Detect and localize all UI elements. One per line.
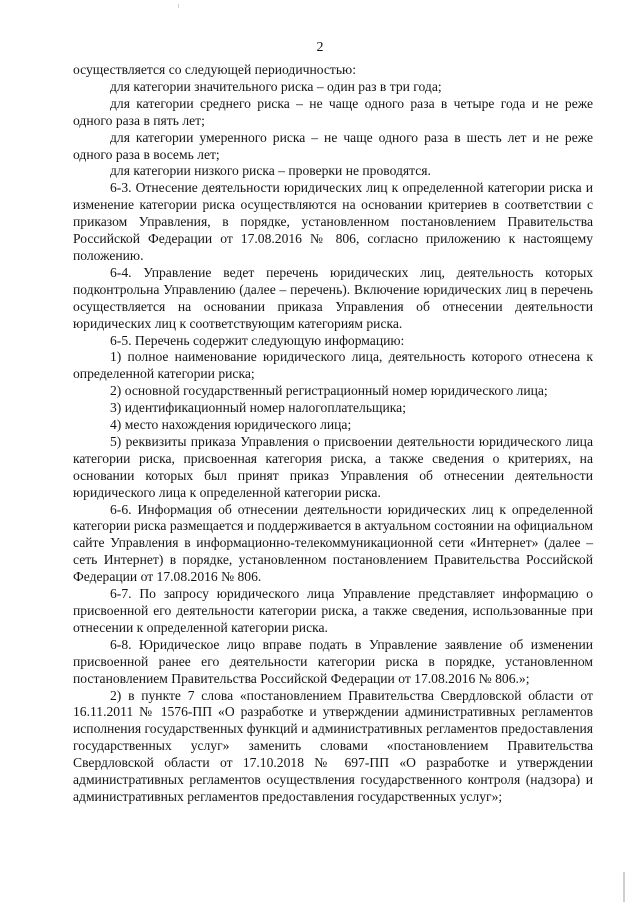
paragraph: 1) полное наименование юридического лица, деятельность которого отнесена к определенной категории риска; bbox=[73, 349, 593, 382]
paragraph: 4) место нахождения юридического лица; bbox=[110, 417, 352, 433]
paragraph: 5) реквизиты приказа Управления о присвоении деятельности юридического лица категории риска, присвоенная категория риска, а также сведения о критериях, на основании которых был принят приказ Управления об отнесении деятельности юридического лица к определенной категории риска. bbox=[73, 433, 593, 500]
scan-artifact bbox=[178, 4, 179, 8]
paragraph: 6-3. Отнесение деятельности юридических лиц к определенной категории риска и изменение категории риска осуществляются на основании критериев в соответствии с приказом Управления, в порядке, установленном постановлением Правительства Российской Федерации от 17.08.2016 № 806, согласно приложению к настоящему положению. bbox=[73, 180, 593, 263]
paragraph: осуществляется со следующей периодичностью: bbox=[73, 62, 356, 77]
paragraph: 6-6. Информация об отнесении деятельности юридических лиц к определенной категории риска размещается и поддерживается в актуальном состоянии на официальном сайте Управления в информационно-телекоммуникационной сети «Интернет» (далее – сеть Интернет) в порядке, установленном постановлением Правительства Российской Федерации от 17.08.2016 № 806. bbox=[73, 501, 593, 585]
paragraph: 6-4. Управление ведет перечень юридических лиц, деятельность которых подконтрольна Управлению (далее – перечень). Включение юридических лиц в перечень осуществляется на основании приказа Управления об отнесении деятельности юридических лиц к соответствующим категориям риска. bbox=[73, 264, 593, 331]
body-text bbox=[73, 62, 593, 806]
paragraph: 2) в пункте 7 слова «постановлением Правительства Свердловской области от 16.11.2011 № 1576-ПП «О разработке и утверждении административных регламентов исполнения государственных функций и административных регламентов предоставления государственных услуг» заменить словами «постановлением Правительства Свердловской области от 17.10.2018 № 697-ПП «О разработке и утверждении административных регламентов осуществления государственного контроля (надзора) и административных регламентов предоставления государственных услуг»; bbox=[73, 687, 593, 804]
paragraph: для категории среднего риска – не чаще одного раза в четыре года и не реже одного раза в пять лет; bbox=[73, 95, 593, 128]
paragraph: для категории значительного риска – один раз в три года; bbox=[110, 78, 442, 94]
paragraph: 2) основной государственный регистрационный номер юридического лица; bbox=[110, 383, 548, 399]
paragraph: 3) идентификационный номер налогоплательщика; bbox=[110, 400, 406, 416]
paragraph: для категории низкого риска – проверки не проводятся. bbox=[110, 163, 431, 179]
page-number: 2 bbox=[316, 40, 324, 55]
scan-artifact bbox=[623, 872, 625, 902]
paragraph: для категории умеренного риска – не чаще одного раза в шесть лет и не реже одного раза в восемь лет; bbox=[73, 129, 593, 162]
paragraph: 6-7. По запросу юридического лица Управление представляет информацию о присвоенной его деятельности категории риска, а также сведения, использованные при отнесении к определенной категории риска. bbox=[73, 586, 593, 635]
paragraph: 6-5. Перечень содержит следующую информацию: bbox=[110, 332, 405, 348]
paragraph: 6-8. Юридическое лицо вправе подать в Управление заявление об изменении присвоенной ранее его деятельности категории риска в порядке, установленном постановлением Правительства Российской Федерации от 17.08.2016 № 806.»; bbox=[73, 636, 593, 686]
